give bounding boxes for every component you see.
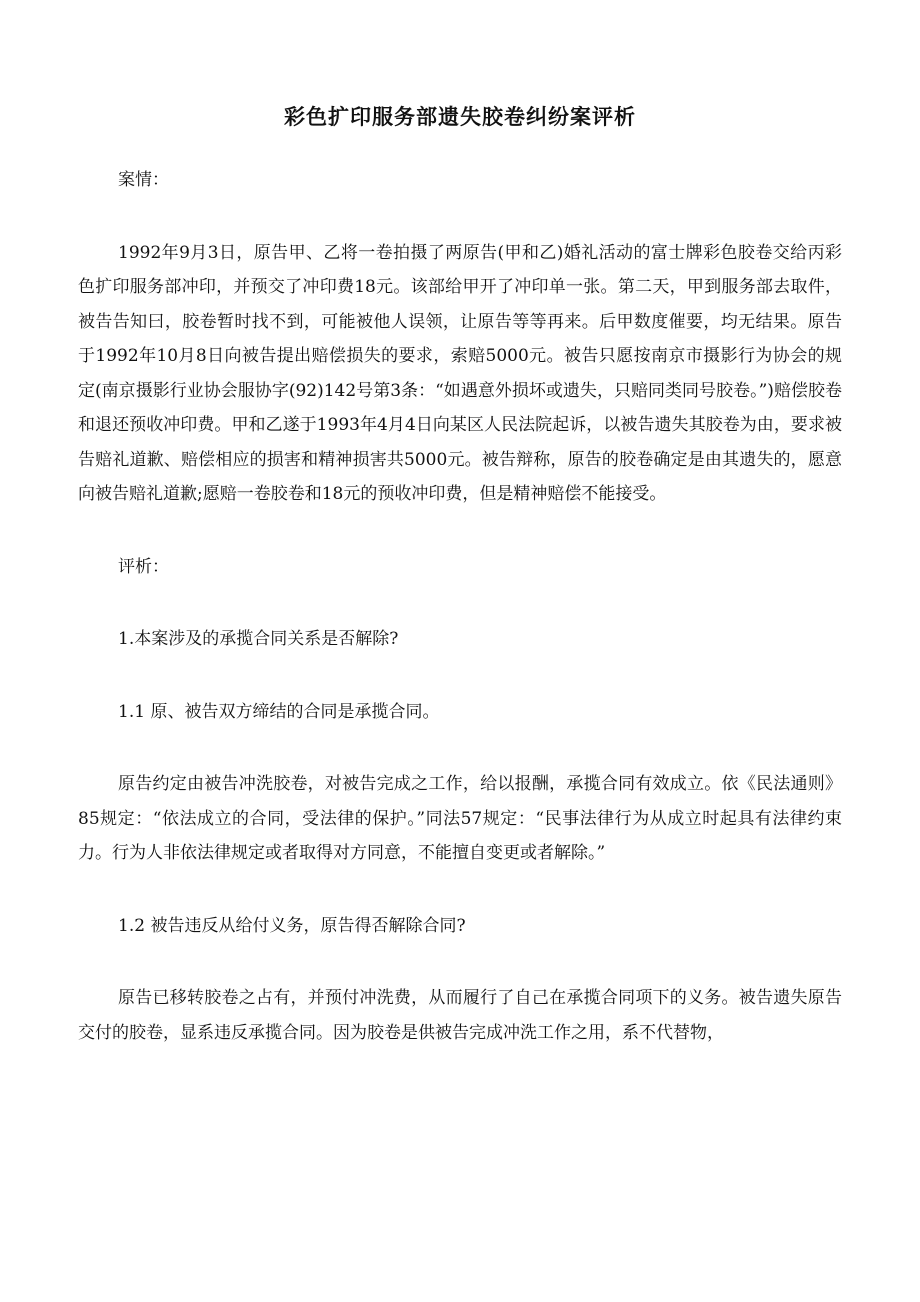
spacer: [78, 943, 842, 981]
spacer: [78, 584, 842, 622]
section-1-2-paragraph: 原告已移转胶卷之占有，并预付冲洗费，从而履行了自己在承揽合同项下的义务。被告遗失原告交付的胶卷，显系违反承揽合同。因为胶卷是供被告完成冲洗工作之用，系不代替物，: [78, 988, 842, 1043]
document-title: 彩色扩印服务部遗失胶卷纠纷案评析: [284, 105, 636, 129]
section-1-1-heading: 1.1 原、被告双方缔结的合同是承揽合同。: [118, 701, 440, 722]
analysis-heading: 评析：: [118, 556, 169, 577]
section-1-1-paragraph: 原告约定由被告冲洗胶卷，对被告完成之工作，给以报酬，承揽合同有效成立。依《民法通则》85规定：“依法成立的合同，受法律的保护。”同法57规定：“民事法律行为从成立时起具有法律约束力。行为人非依法律规定或者取得对方同意，不能擅自变更或者解除。”: [78, 774, 842, 863]
spacer: [78, 729, 842, 767]
case-heading: 案情：: [118, 170, 169, 190]
spacer: [78, 137, 842, 163]
case-paragraph: 1992年9月3日，原告甲、乙将一卷拍摄了两原告(甲和乙)婚礼活动的富士牌彩色胶卷交给丙彩色扩印服务部冲印，并预交了冲印费18元。该部给甲开了冲印单一张。第二天，甲到服务部去取件，被告告知曰，胶卷暂时找不到，可能被他人误领，让原告等等再来。后甲数度催要，均无结果。原告于1992年10月8日向被告提出赔偿损失的要求，索赔5000元。被告只愿按南京市摄影行为协会的规定(南京摄影行业协会服协字(92)142号第3条：“如遇意外损坏或遗失，只赔同类同号胶卷。”)赔偿胶卷和退还预收冲印费。甲和乙遂于1993年4月4日向某区人民法院起诉，以被告遗失其胶卷为由，要求被告赔礼道歉、赔偿相应的损害和精神损害共5000元。被告辩称，原告的胶卷确定是由其遗失的，愿意向被告赔礼道歉;愿赔一卷胶卷和18元的预收冲印费，但是精神赔偿不能接受。: [78, 242, 842, 504]
spacer: [78, 198, 842, 236]
document-page: [78, 0, 842, 1050]
spacer: [78, 657, 842, 695]
spacer: [78, 871, 842, 909]
section-1-2-heading: 1.2 被告违反从给付义务，原告得否解除合同?: [118, 915, 466, 936]
section-1-heading: 1.本案涉及的承揽合同关系是否解除?: [118, 629, 399, 649]
spacer: [78, 512, 842, 550]
